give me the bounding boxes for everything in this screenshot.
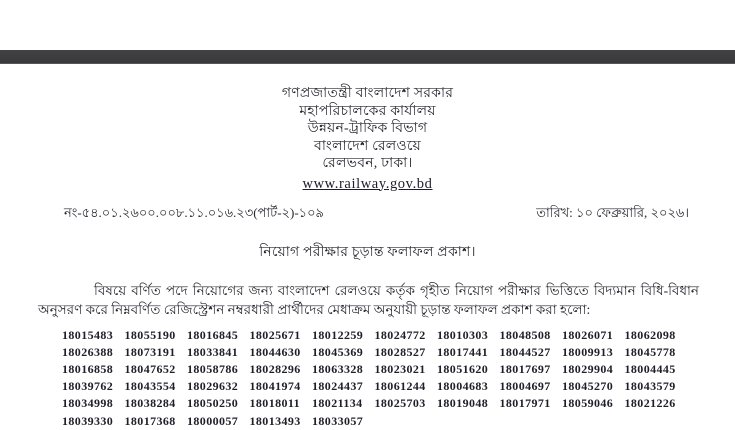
roll-number: 18017368 bbox=[124, 413, 176, 428]
roll-number: 18013493 bbox=[249, 413, 301, 428]
roll-number: 18021134 bbox=[312, 396, 363, 411]
roll-number: 18050250 bbox=[187, 396, 239, 411]
roll-number: 18019048 bbox=[437, 396, 489, 411]
memo-row bbox=[0, 204, 735, 225]
roll-grid bbox=[62, 327, 687, 430]
roll-number: 18004683 bbox=[437, 379, 489, 394]
roll-number: 18044630 bbox=[249, 344, 301, 359]
roll-number: 18017697 bbox=[499, 361, 551, 376]
roll-number: 18029632 bbox=[187, 379, 239, 394]
roll-number: 18029904 bbox=[562, 361, 614, 376]
roll-row bbox=[62, 327, 687, 344]
roll-number: 18059046 bbox=[562, 396, 614, 411]
roll-row bbox=[62, 361, 687, 378]
roll-number: 18023021 bbox=[374, 361, 426, 376]
roll-row bbox=[62, 344, 687, 361]
roll-number: 18012259 bbox=[312, 327, 364, 342]
roll-number: 18025671 bbox=[249, 327, 301, 342]
roll-row bbox=[62, 395, 687, 412]
roll-number: 18024772 bbox=[374, 327, 426, 342]
roll-number: 18058786 bbox=[187, 361, 239, 376]
roll-number: 18045270 bbox=[562, 379, 614, 394]
roll-number: 18028296 bbox=[249, 361, 301, 376]
roll-number: 18041974 bbox=[249, 379, 301, 394]
roll-number: 18047652 bbox=[124, 361, 176, 376]
roll-number: 18028527 bbox=[374, 344, 426, 359]
roll-number: 18018011 bbox=[249, 396, 301, 411]
roll-number: 18034998 bbox=[62, 396, 114, 411]
organization-name-line: বাংলাদেশ রেলওয়ে bbox=[314, 138, 421, 154]
roll-number: 18016858 bbox=[62, 361, 114, 376]
roll-number: 18033841 bbox=[187, 344, 239, 359]
roll-number: 18021226 bbox=[624, 396, 676, 411]
roll-number: 18043554 bbox=[124, 379, 176, 394]
roll-number: 18063328 bbox=[312, 361, 364, 376]
roll-number: 18073191 bbox=[124, 344, 176, 359]
roll-number: 18026388 bbox=[62, 344, 114, 359]
letterhead bbox=[0, 85, 735, 193]
roll-number: 18000057 bbox=[187, 413, 239, 428]
roll-number: 18017441 bbox=[437, 344, 489, 359]
roll-row bbox=[62, 413, 687, 430]
roll-number: 18017971 bbox=[499, 396, 551, 411]
website-link[interactable]: www.railway.gov.bd bbox=[302, 175, 433, 192]
division-name-line: উন্নয়ন-ট্রাফিক বিভাগ bbox=[307, 121, 428, 136]
roll-number: 18004697 bbox=[499, 379, 551, 394]
notice-title: নিয়োগ পরীক্ষার চূড়ান্ত ফলাফল প্রকাশ। bbox=[259, 244, 476, 260]
roll-row bbox=[62, 378, 687, 395]
roll-number: 18045369 bbox=[312, 344, 364, 359]
top-whitespace bbox=[0, 0, 735, 50]
roll-number: 18039762 bbox=[62, 379, 114, 394]
roll-number: 18024437 bbox=[312, 379, 364, 394]
roll-number: 18033057 bbox=[312, 413, 364, 428]
roll-number: 18051620 bbox=[437, 361, 489, 376]
document-page bbox=[0, 64, 735, 430]
roll-number: 18026071 bbox=[562, 327, 614, 342]
roll-number: 18044527 bbox=[499, 344, 551, 359]
roll-number: 18016845 bbox=[187, 327, 239, 342]
roll-number: 18039330 bbox=[62, 413, 114, 428]
roll-number: 18009913 bbox=[562, 344, 614, 359]
roll-number: 18015483 bbox=[62, 327, 114, 342]
roll-number: 18062098 bbox=[624, 327, 676, 342]
roll-number: 18010303 bbox=[437, 327, 489, 342]
roll-number: 18004445 bbox=[624, 361, 676, 376]
office-name-line: মহাপরিচালকের কার্যালয় bbox=[299, 103, 436, 119]
roll-number: 18038284 bbox=[124, 396, 176, 411]
roll-number: 18061244 bbox=[374, 379, 426, 394]
roll-number: 18048508 bbox=[499, 327, 551, 342]
notice-body: বিষয়ে বর্ণিত পদে নিয়োগের জন্য বাংলাদেশ রেলওয়ে কর্তৃক গৃহীত নিয়োগ পরীক্ষার ভিত্তিতে বিদ্যমান বিধি-বিধান অনুসরণ করে নিম্নবর্ণিত রেজিস্ট্রেশন নম্বরধারী প্রার্থীদের মেধাক্রম অনুযায়ী চূড়ান্ত ফলাফল প্রকাশ করা হলো: bbox=[38, 282, 699, 317]
memo-number: নং-৫৪.০১.২৬০০.০০৮.১১.০১৬.২৩(পার্ট-২)-১০৯ bbox=[64, 204, 324, 220]
roll-number: 18045778 bbox=[624, 344, 676, 359]
address-line: রেলভবন, ঢাকা। bbox=[322, 156, 413, 171]
dark-divider-bar bbox=[0, 50, 735, 64]
website-row bbox=[0, 175, 735, 193]
memo-date: তারিখ: ১০ ফেব্রুয়ারি, ২০২৬। bbox=[536, 204, 689, 220]
roll-number: 18025703 bbox=[374, 396, 426, 411]
roll-number: 18055190 bbox=[124, 327, 176, 342]
roll-number: 18043579 bbox=[624, 379, 676, 394]
govt-name-line: গণপ্রজাতন্ত্রী বাংলাদেশ সরকার bbox=[281, 86, 454, 101]
